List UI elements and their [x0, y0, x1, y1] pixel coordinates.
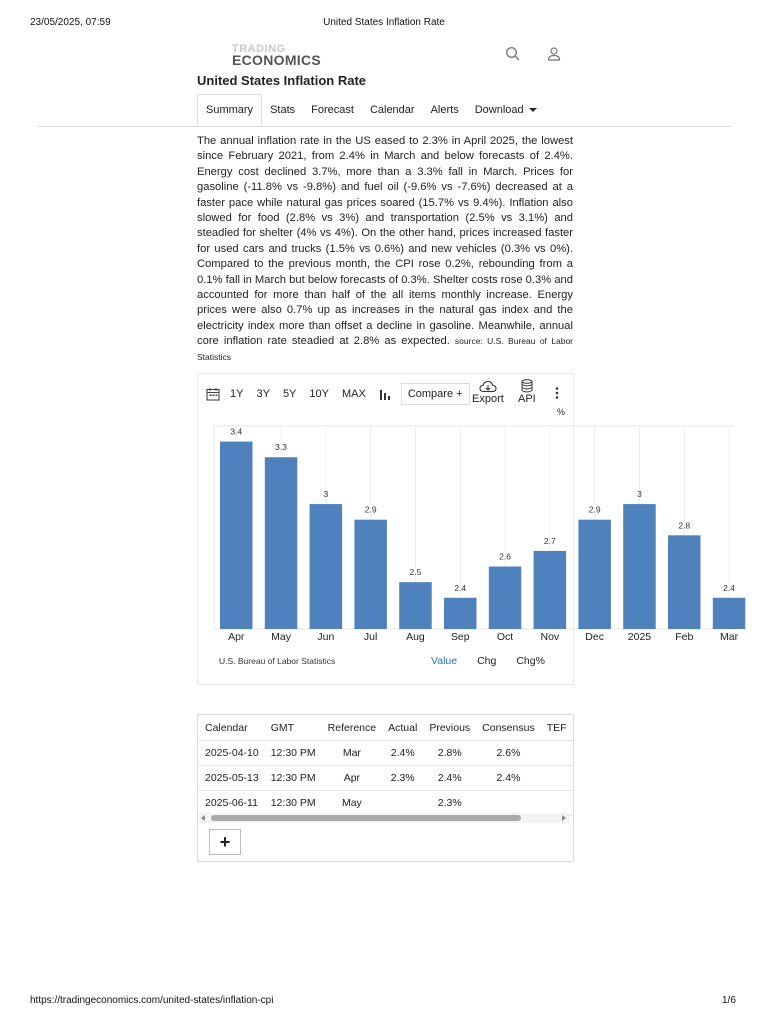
x-tick-label: Dec [585, 631, 604, 643]
export-button[interactable] [472, 380, 504, 405]
range-1y-button[interactable]: 1Y [230, 388, 244, 400]
chart-toolbar [206, 383, 470, 405]
table-row [199, 766, 573, 791]
bar-nov[interactable] [534, 551, 567, 629]
range-10y-button[interactable]: 10Y [309, 388, 329, 400]
cell-actual: 2.4% [382, 741, 423, 766]
chart-type-icon[interactable] [379, 387, 391, 401]
cell-previous: 2.4% [423, 766, 476, 791]
nav-tabs [197, 94, 545, 126]
tab-label: Alerts [430, 104, 459, 116]
api-label: API [518, 393, 536, 405]
cell-gmt: 12:30 PM [265, 766, 322, 791]
data-label: 3 [323, 489, 329, 500]
tab-label: Summary [206, 104, 254, 116]
unit-label: % [557, 407, 566, 417]
table-header-row [199, 716, 573, 741]
bar-oct[interactable] [489, 567, 522, 629]
cell-reference: Apr [322, 766, 382, 791]
range-3y-button[interactable]: 3Y [256, 388, 270, 400]
header-consensus: Consensus [476, 716, 541, 741]
cell-previous: 2.3% [423, 791, 476, 816]
print-page-number: 1/6 [722, 995, 736, 1006]
print-title: United States Inflation Rate [323, 17, 445, 28]
range-5y-button[interactable]: 5Y [282, 388, 297, 400]
cell-gmt: 12:30 PM [265, 741, 322, 766]
bar-2025[interactable] [623, 504, 656, 629]
cell-consensus: 2.4% [476, 766, 541, 791]
inflation-bar-chart [208, 420, 739, 655]
header-calendar: Calendar [199, 716, 265, 741]
calendar-table [199, 716, 573, 816]
bar-sep[interactable] [444, 598, 477, 629]
x-tick-label: Nov [540, 631, 560, 643]
data-label: 2.8 [678, 520, 691, 531]
table-horizontal-scrollbar[interactable] [199, 813, 570, 823]
bar-jun[interactable] [310, 504, 343, 629]
table-row [199, 791, 573, 816]
search-icon[interactable] [505, 46, 521, 62]
header-reference: Reference [322, 716, 382, 741]
range-max-button[interactable]: MAX [341, 388, 366, 400]
cell-consensus [476, 791, 541, 816]
tab-label: Download [474, 104, 524, 116]
tab-summary[interactable] [197, 94, 262, 126]
data-label: 2.5 [409, 567, 422, 578]
nav-divider [37, 126, 732, 127]
print-datetime: 23/05/2025, 07:59 [30, 17, 111, 28]
x-tick-label: Apr [228, 631, 245, 643]
cell-date: 2025-05-13 [199, 766, 265, 791]
header-previous: Previous [423, 716, 476, 741]
cell-tef [541, 741, 573, 766]
tab-value[interactable]: Value [431, 655, 458, 667]
tab-stats[interactable] [262, 94, 303, 126]
scroll-right-arrow-icon[interactable] [562, 815, 566, 821]
cell-tef [541, 791, 573, 816]
x-tick-label: Mar [720, 631, 739, 643]
scrollbar-thumb[interactable] [211, 815, 521, 821]
site-logo[interactable] [232, 44, 321, 66]
data-label: 2.6 [499, 551, 511, 562]
x-tick-label: Aug [406, 631, 425, 643]
bar-jul[interactable] [354, 520, 387, 629]
data-label: 2.7 [543, 535, 556, 546]
cell-tef [541, 766, 573, 791]
data-label: 2.9 [364, 504, 377, 515]
user-icon[interactable] [546, 46, 562, 62]
cell-date: 2025-04-10 [199, 741, 265, 766]
table-row [199, 741, 573, 766]
x-tick-label: Jun [317, 631, 335, 643]
api-button[interactable] [518, 379, 536, 405]
x-tick-label: 2025 [627, 631, 652, 643]
scroll-left-arrow-icon[interactable] [201, 815, 205, 821]
bar-dec[interactable] [578, 520, 611, 629]
tab-forecast[interactable] [303, 94, 362, 126]
tab-label: Forecast [311, 104, 354, 116]
header-gmt: GMT [265, 716, 322, 741]
page-title: United States Inflation Rate [197, 73, 367, 88]
tab-download[interactable] [467, 94, 545, 126]
logo-bottom-text: ECONOMICS [232, 52, 322, 68]
cell-reference: Mar [322, 741, 382, 766]
bar-may[interactable] [265, 457, 298, 629]
calendar-table-panel [197, 714, 574, 862]
database-icon [521, 379, 533, 393]
bar-apr[interactable] [220, 442, 253, 629]
calendar-icon[interactable] [206, 387, 220, 401]
data-label: 3 [637, 489, 642, 500]
cell-previous: 2.8% [423, 741, 476, 766]
compare-button[interactable]: Compare + [401, 383, 470, 405]
cell-consensus: 2.6% [476, 741, 541, 766]
print-url: https://tradingeconomics.com/united-states/inflation-cpi [30, 995, 274, 1006]
tab-label: Stats [270, 104, 296, 116]
x-tick-label: Oct [496, 631, 514, 643]
header-tef: TEF [541, 716, 573, 741]
bar-mar[interactable] [713, 598, 746, 629]
data-label: 2.4 [723, 582, 735, 593]
summary-source: source: U.S. Bureau of Labor Statistics [197, 336, 574, 362]
cell-gmt: 12:30 PM [265, 791, 322, 816]
bar-feb[interactable] [668, 535, 701, 629]
cell-actual: 2.3% [382, 766, 423, 791]
x-tick-label: May [271, 631, 291, 643]
cell-actual [382, 791, 423, 816]
tab-chg-percent[interactable]: Chg% [516, 655, 545, 667]
header-actual: Actual [382, 716, 423, 741]
data-label: 3.3 [275, 442, 287, 453]
add-calendar-button[interactable]: + [209, 829, 241, 855]
x-tick-label: Jul [363, 631, 378, 643]
tab-alerts[interactable] [423, 94, 467, 126]
tab-calendar[interactable] [362, 94, 423, 126]
cell-reference: May [322, 791, 382, 816]
tab-label: Calendar [369, 104, 415, 116]
bar-aug[interactable] [399, 582, 432, 629]
caret-down-icon [529, 108, 537, 112]
export-label: Export [472, 393, 504, 405]
more-options-icon[interactable] [554, 386, 560, 400]
chart-value-tabs [431, 655, 545, 667]
x-tick-label: Sep [450, 631, 470, 643]
cell-date: 2025-06-11 [199, 791, 265, 816]
tab-chg[interactable]: Chg [477, 655, 497, 667]
summary-body: The annual inflation rate in the US eased to 2.3% in April 2025, the lowest since February 2021, from 2.4% in March and below forecasts of 2.4%. Energy cost declined 3.7%, more than a 3.3% fall in March. Prices for gasoline (-11.8% vs -9.8%) and fuel oil (-9.6% vs -7.6%) decreased at a faster pace while natural gas prices soared (15.7% vs 9.4%). Inflation also slowed for food (2.8% vs 3%) and transportation (2.5% vs 3.1%) and steadied for shelter (4% vs 4%). On the other hand, prices increased faster for used cars and trucks (1.5% vs 0.6%) and new vehicles (0.3% vs 0%). Compared to the previous month, the CPI rose 0.2%, rebounding from a 0.1% fall in March but below forecasts of 0.3%. Shelter costs rose 0.3% and accounted for more than half of the all items monthly increase. Energy prices were also 0.7% up as increases in the natural gas index and the electricity index more than offset a decline in gasoline. Meanwhile, annual core inflation rate steadied at 2.8% as expected. [197, 135, 573, 348]
cloud-download-icon [479, 380, 497, 393]
logo-top-text: TRADING [232, 43, 286, 55]
x-tick-label: Feb [675, 631, 694, 643]
data-label: 3.4 [230, 426, 243, 437]
data-label: 2.4 [454, 582, 467, 593]
chart-source: U.S. Bureau of Labor Statistics [219, 656, 336, 666]
data-label: 2.9 [588, 504, 601, 515]
summary-text [197, 134, 573, 365]
